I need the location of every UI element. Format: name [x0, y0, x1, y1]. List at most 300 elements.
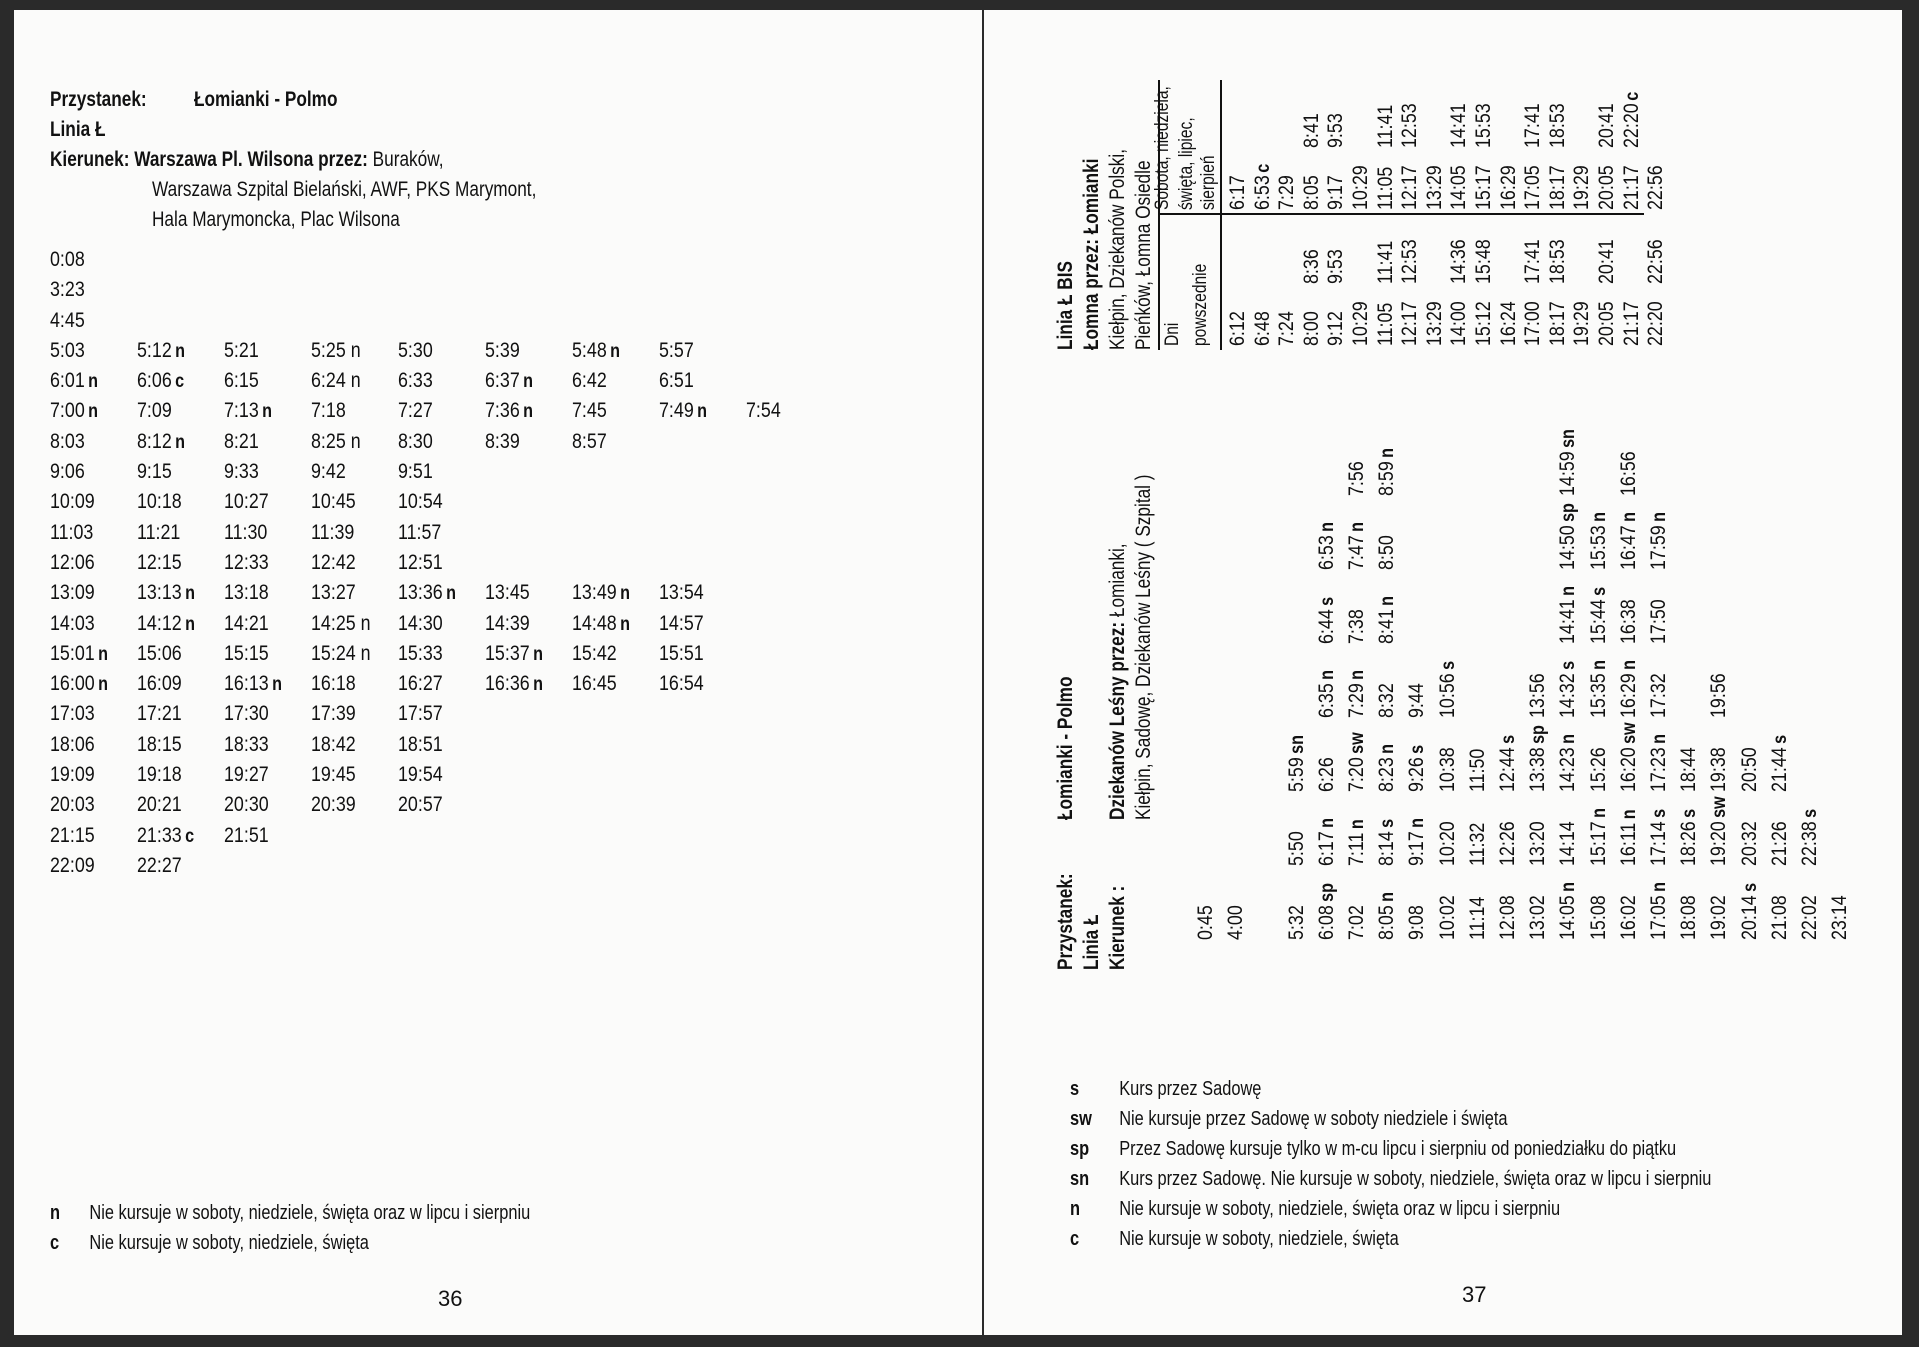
departure-time [1496, 735, 1520, 792]
direction-label: Kierunek : [1106, 885, 1129, 970]
departure-time [398, 642, 443, 666]
departure-time [50, 309, 85, 333]
bis-route-2: Pieńków, Łomna Osiedle [1132, 160, 1155, 350]
departure-time [50, 460, 85, 484]
time-value: 16:38 [1616, 599, 1640, 644]
time-marker: n [272, 674, 282, 696]
time-value: 11:57 [398, 520, 442, 544]
time-value: 11:39 [311, 520, 355, 544]
departure-time [1644, 165, 1668, 210]
time-value: 19:20 [1707, 821, 1731, 866]
time-value: 10:02 [1435, 895, 1459, 940]
time-value: 12:53 [1398, 239, 1422, 284]
departure-time [398, 733, 443, 757]
time-value: 16:27 [398, 672, 443, 696]
time-value: 17:14 [1647, 821, 1670, 866]
time-marker: s [1588, 586, 1610, 596]
time-value: 12:15 [137, 550, 182, 574]
time-value: 12:17 [1398, 301, 1422, 346]
time-value: 18:26 [1677, 821, 1701, 866]
time-value: 12:33 [224, 550, 269, 574]
time-value: 16:24 [1496, 301, 1520, 346]
time-value: 17:41 [1521, 103, 1545, 148]
departure-time [137, 581, 195, 605]
departure-time [311, 369, 361, 393]
time-marker: n [523, 371, 534, 393]
departure-time [1595, 165, 1619, 210]
time-value: 6:17 [1314, 831, 1338, 866]
time-marker: n [98, 674, 108, 696]
time-value: 13:29 [1422, 165, 1446, 210]
time-value: 14:59 [1556, 451, 1580, 496]
departure-time [1345, 461, 1369, 496]
departure-time [1466, 749, 1490, 792]
departure-time [1405, 745, 1429, 792]
time-value: 22:38 [1798, 821, 1821, 866]
time-value: 11:32 [1465, 822, 1489, 866]
departure-time [1472, 103, 1496, 148]
departure-time [137, 733, 182, 757]
departure-time [50, 369, 98, 393]
time-value: 9:08 [1405, 905, 1429, 940]
departure-time [1617, 895, 1641, 940]
time-value: 16:54 [659, 672, 704, 696]
departure-time [572, 672, 617, 696]
departure-time [1738, 821, 1762, 866]
departure-time [311, 551, 356, 575]
departure-time [1617, 660, 1641, 718]
departure-time [224, 339, 259, 363]
departure-time [1472, 301, 1496, 346]
departure-time [1707, 796, 1731, 866]
time-value: 15:17 [1472, 165, 1495, 210]
time-value: 4:45 [50, 308, 85, 332]
time-value: 6:42 [572, 369, 607, 393]
time-value: 13:36 [398, 581, 443, 605]
departure-time [659, 612, 704, 636]
time-marker: n [1558, 882, 1580, 892]
bis-col2-header-1: Sobota, niedziela, [1152, 86, 1173, 210]
departure-time [224, 793, 269, 817]
time-value: 8:39 [485, 429, 520, 453]
time-value: 6:35 [1314, 683, 1338, 718]
time-marker: n [697, 401, 708, 423]
time-marker: s [1739, 882, 1761, 892]
time-value: 21:44 [1767, 747, 1791, 792]
time-value: 20:05 [1595, 165, 1618, 210]
legend-text: Przez Sadowę kursuje tylko w m-cu lipcu i sierpniu od poniedziałku do piątku [1119, 1138, 1677, 1160]
departure-time [224, 551, 269, 575]
departure-time [50, 793, 95, 817]
time-value: 5:30 [398, 338, 433, 362]
time-value: 17:41 [1521, 239, 1545, 284]
time-value: 15:53 [1586, 525, 1610, 570]
time-marker: n [98, 643, 108, 665]
departure-time [50, 854, 95, 878]
time-value: 17:30 [224, 702, 269, 726]
departure-time [1707, 747, 1731, 792]
time-value: 13:20 [1526, 821, 1550, 866]
departure-time [137, 672, 182, 696]
time-value: 18:42 [311, 732, 356, 756]
time-value: 6:51 [659, 369, 694, 393]
time-value: 0:08 [50, 248, 85, 271]
departure-time [572, 369, 607, 393]
legend-item-sn [1070, 1168, 1711, 1191]
time-value: 15:24 n [311, 641, 371, 665]
departure-time [1497, 301, 1521, 346]
departure-time [50, 763, 95, 787]
departure-time [398, 430, 433, 454]
time-value: 22:09 [50, 853, 95, 877]
time-value: 8:03 [50, 429, 85, 453]
departure-time [1315, 757, 1339, 792]
time-marker: n [88, 371, 99, 393]
departure-time [50, 612, 95, 636]
departure-time [1194, 905, 1218, 940]
time-value: 9:53 [1324, 249, 1348, 284]
time-value: 22:56 [1644, 165, 1668, 210]
time-value: 16:11 [1616, 822, 1640, 866]
time-value: 20:32 [1737, 821, 1761, 866]
time-marker: c [185, 825, 195, 847]
direction-name: Warszawa Pl. Wilsona przez: [134, 148, 368, 171]
time-value: 9:26 [1405, 757, 1429, 792]
time-marker: n [523, 401, 534, 423]
time-value: 13:02 [1526, 895, 1550, 940]
time-value: 7:36 [485, 399, 520, 423]
legend-item-s [1070, 1078, 1261, 1101]
departure-time [1556, 821, 1580, 866]
time-value: 9:17 [1324, 175, 1348, 210]
time-value: 8:32 [1375, 683, 1399, 718]
departure-time [1374, 105, 1398, 148]
stop-label: Przystanek: [1054, 873, 1077, 970]
departure-time [1345, 609, 1369, 644]
departure-time [311, 399, 346, 423]
departure-time [1546, 239, 1570, 284]
departure-time [137, 702, 182, 726]
departure-time [311, 490, 356, 514]
departure-time [746, 399, 781, 423]
bis-line: Linia Ł BIS [1054, 261, 1077, 350]
departure-time [1466, 897, 1490, 940]
departure-time [1436, 821, 1460, 866]
time-value: 5:48 [572, 338, 607, 362]
departure-time [137, 763, 182, 787]
departure-time [398, 551, 443, 575]
departure-time [485, 339, 520, 363]
time-value: 15:33 [398, 641, 443, 665]
time-value: 16:00 [50, 672, 95, 696]
time-value: 7:24 [1275, 311, 1299, 346]
departure-time [1647, 512, 1671, 570]
departure-time [224, 702, 269, 726]
time-value: 6:33 [398, 369, 433, 393]
bis-direction: Łomna przez: Łomianki [1080, 158, 1103, 350]
time-marker: n [1377, 447, 1399, 458]
departure-time [137, 642, 182, 666]
time-value: 14:05 [1556, 895, 1580, 940]
time-value: 8:41 [1299, 113, 1323, 148]
departure-time [1349, 301, 1373, 346]
departure-time [1677, 895, 1701, 940]
time-value: 20:30 [224, 793, 269, 817]
time-value: 18:33 [224, 732, 269, 756]
departure-time [137, 551, 182, 575]
departure-time [1526, 725, 1550, 792]
time-marker: s [1407, 744, 1429, 754]
departure-time [224, 672, 282, 696]
time-value: 6:12 [1226, 311, 1249, 346]
departure-time [1398, 301, 1422, 346]
time-value: 13:54 [659, 581, 704, 605]
time-value: 15:06 [137, 641, 182, 665]
departure-time [1521, 165, 1545, 210]
time-value: 10:09 [50, 490, 95, 514]
departure-time [1521, 301, 1545, 346]
time-value: 17:32 [1647, 673, 1670, 718]
departure-time [1405, 905, 1429, 940]
legend-item-sp [1070, 1138, 1676, 1161]
time-value: 17:05 [1647, 895, 1670, 940]
legend-key: n [1070, 1198, 1081, 1220]
time-marker: n [533, 674, 543, 696]
time-value: 3:23 [50, 278, 85, 302]
time-value: 8:05 [1375, 905, 1399, 940]
departure-time [1620, 92, 1644, 148]
departure-time [1447, 165, 1471, 210]
time-value: 15:35 [1586, 673, 1610, 718]
departure-time [1677, 747, 1701, 792]
time-value: 17:50 [1647, 599, 1670, 644]
time-value: 19:02 [1707, 895, 1731, 940]
departure-time [137, 612, 195, 636]
departure-time [1556, 586, 1580, 644]
departure-time [485, 581, 530, 605]
time-value: 15:48 [1472, 239, 1495, 284]
time-value: 17:39 [311, 702, 356, 726]
departure-time [1375, 448, 1399, 496]
time-value: 13:45 [485, 581, 530, 605]
departure-time [1546, 165, 1570, 210]
time-marker: n [446, 583, 456, 605]
time-value: 20:05 [1595, 301, 1618, 346]
route-line-2: Warszawa Szpital Bielański, AWF, PKS Marymont, [152, 178, 537, 201]
departure-time [311, 793, 356, 817]
legend-item-sw [1070, 1108, 1508, 1131]
time-value: 12:08 [1496, 895, 1519, 940]
time-marker: sp [1316, 882, 1338, 902]
time-value: 18:17 [1545, 165, 1569, 210]
time-marker: s [1498, 734, 1519, 744]
time-value: 15:15 [224, 641, 269, 665]
time-value: 17:21 [137, 702, 182, 726]
time-value: 21:33 [137, 823, 182, 847]
departure-time [1472, 239, 1496, 284]
time-value: 16:09 [137, 672, 182, 696]
departure-time [1587, 660, 1611, 718]
departure-time [572, 642, 617, 666]
departure-time [224, 521, 267, 545]
time-value: 14:48 [572, 611, 617, 635]
time-value: 10:56 [1435, 673, 1459, 718]
departure-time [1620, 301, 1644, 346]
time-value: 7:47 [1345, 535, 1368, 570]
time-marker: n [175, 340, 186, 362]
departure-time [398, 339, 433, 363]
time-value: 6:17 [1226, 175, 1249, 210]
time-value: 21:17 [1619, 301, 1643, 346]
legend-text: Nie kursuje w soboty, niedziele, święta [89, 1232, 369, 1254]
time-value: 8:25 n [311, 429, 361, 453]
departure-time [1398, 239, 1422, 284]
departure-time [1315, 818, 1339, 866]
departure-time [311, 612, 371, 636]
departure-time [1617, 722, 1641, 792]
time-value: 13:13 [137, 581, 182, 605]
time-value: 7:29 [1275, 175, 1299, 210]
departure-time [1324, 311, 1348, 346]
departure-time [311, 672, 356, 696]
departure-time [485, 612, 530, 636]
time-value: 16:45 [572, 672, 617, 696]
time-value: 5:03 [50, 338, 85, 362]
departure-time [137, 793, 182, 817]
departure-time [1768, 895, 1792, 940]
page-number: 36 [438, 1286, 463, 1311]
time-value: 12:44 [1496, 747, 1519, 792]
time-value: 16:02 [1616, 895, 1640, 940]
time-value: 21:08 [1767, 895, 1791, 940]
departure-time [224, 824, 269, 848]
time-value: 7:38 [1345, 609, 1368, 644]
time-value: 5:50 [1284, 831, 1308, 866]
departure-time [1595, 239, 1619, 284]
bis-column-divider [1160, 213, 1644, 215]
time-value: 11:14 [1465, 896, 1489, 940]
time-marker: s [1679, 808, 1701, 818]
time-value: 18:51 [398, 732, 443, 756]
departure-time [659, 672, 704, 696]
departure-time [50, 430, 85, 454]
departure-time [659, 339, 694, 363]
time-value: 22:20 [1644, 301, 1668, 346]
time-value: 6:26 [1314, 757, 1338, 792]
departure-time [1644, 301, 1668, 346]
departure-time [1324, 249, 1348, 284]
time-value: 7:56 [1345, 461, 1368, 496]
departure-time [224, 490, 269, 514]
time-value: 12:53 [1398, 103, 1422, 148]
time-value: 21:15 [50, 823, 95, 847]
departure-time [50, 581, 95, 605]
departure-time [311, 763, 356, 787]
time-marker: n [185, 583, 195, 605]
time-value: 5:57 [659, 338, 694, 362]
time-value: 7:18 [311, 399, 346, 423]
time-value: 9:33 [224, 460, 259, 484]
time-marker: n [1649, 734, 1670, 744]
time-value: 11:50 [1465, 748, 1489, 792]
departure-time [1644, 239, 1668, 284]
departure-time [572, 339, 620, 363]
time-value: 7:02 [1345, 905, 1368, 940]
departure-time [1374, 167, 1398, 210]
time-value: 14:14 [1556, 821, 1580, 866]
time-marker: s [1316, 596, 1338, 606]
departure-time [1375, 819, 1399, 866]
departure-time [50, 399, 98, 423]
time-marker: n [1558, 734, 1580, 744]
time-marker: c [1252, 163, 1274, 173]
route-line-2: Kiełpin, Sadowę, Dziekanów Leśny ( Szpital ) [1132, 474, 1155, 820]
time-value: 6:01 [50, 369, 85, 393]
time-value: 16:47 [1616, 525, 1640, 570]
departure-time [1798, 809, 1822, 866]
time-value: 20:21 [137, 793, 182, 817]
departure-time [1647, 809, 1671, 866]
legend-key: c [1070, 1228, 1080, 1250]
time-value: 7:27 [398, 399, 433, 423]
departure-time [1526, 673, 1550, 718]
time-marker: sw [1709, 796, 1731, 818]
departure-time [572, 430, 607, 454]
time-value: 20:41 [1595, 239, 1618, 284]
departure-time [311, 430, 361, 454]
bis-col1-header-1: Dni [1162, 322, 1183, 346]
departure-time [1617, 451, 1641, 496]
time-marker: n [1316, 669, 1338, 680]
departure-time [398, 793, 443, 817]
departure-time [311, 460, 346, 484]
departure-time [659, 369, 694, 393]
time-value: 9:51 [398, 460, 433, 484]
departure-time [1587, 895, 1611, 940]
departure-time [485, 430, 520, 454]
departure-time [1375, 535, 1399, 570]
departure-time [311, 339, 361, 363]
departure-time [1324, 175, 1348, 210]
time-value: 20:57 [398, 793, 443, 817]
time-value: 6:53 [1314, 535, 1338, 570]
departure-time [1707, 673, 1731, 718]
time-value: 12:26 [1496, 821, 1519, 866]
departure-time [50, 490, 95, 514]
departure-time [137, 399, 172, 423]
departure-time [137, 430, 185, 454]
departure-time [398, 521, 441, 545]
departure-time [1349, 165, 1373, 210]
time-marker: n [1588, 808, 1610, 818]
departure-time [659, 581, 704, 605]
departure-time [1285, 831, 1309, 866]
line-label: Linia Ł [50, 118, 106, 141]
time-value: 14:21 [224, 611, 269, 635]
departure-time [311, 702, 356, 726]
time-value: 16:29 [1496, 165, 1520, 210]
time-value: 13:18 [224, 581, 269, 605]
departure-time [50, 824, 95, 848]
time-value: 14:25 n [311, 611, 371, 635]
legend-key: sp [1070, 1138, 1090, 1160]
time-value: 7:20 [1345, 757, 1368, 792]
time-value: 9:44 [1405, 683, 1429, 718]
time-value: 14:36 [1447, 239, 1471, 284]
time-value: 9:42 [311, 460, 346, 484]
departure-time [1405, 683, 1429, 718]
departure-time [1300, 249, 1324, 284]
